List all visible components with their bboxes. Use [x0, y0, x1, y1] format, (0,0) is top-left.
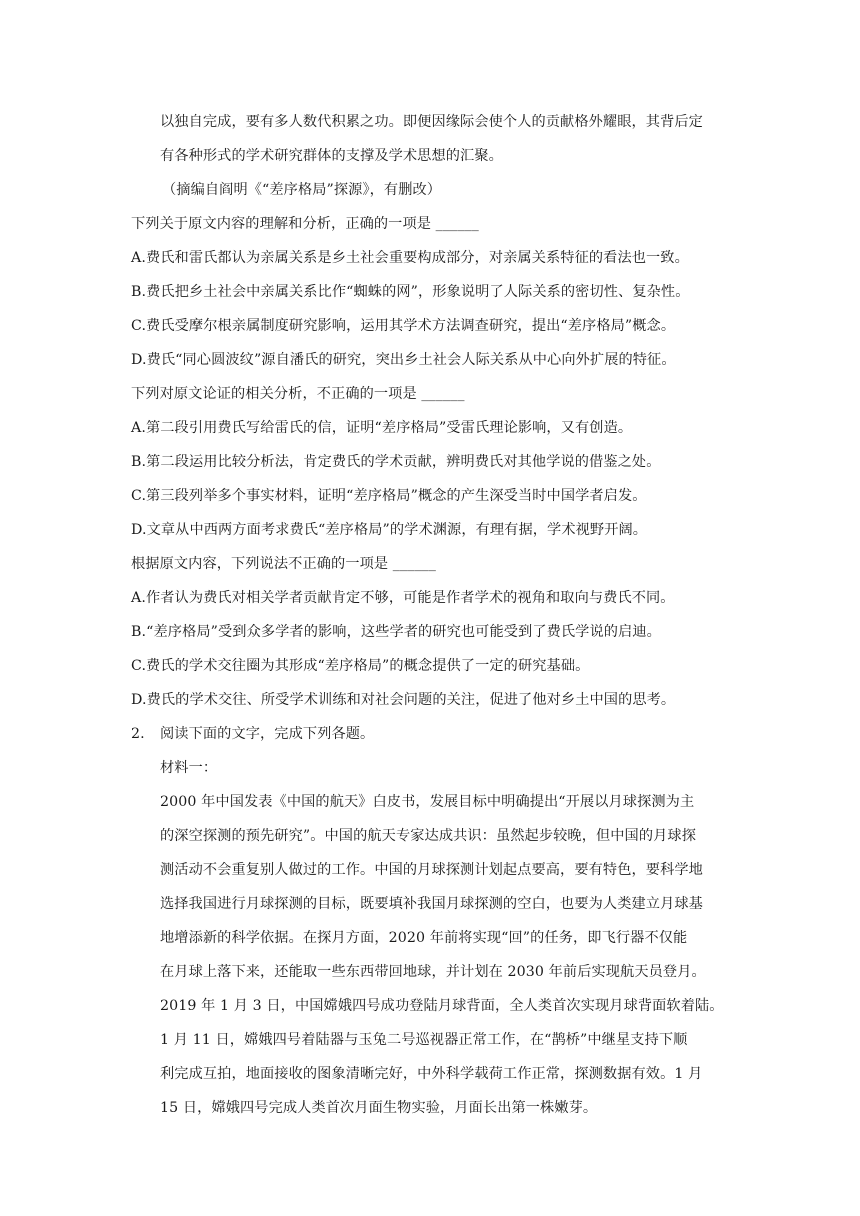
- passage-line: 以独自完成，要有多人数代积累之功。即便因缘际会使个人的贡献格外耀眼，其背后定: [160, 114, 703, 130]
- question-stem: 下列关于原文内容的理解和分析，正确的一项是 ______: [131, 216, 479, 232]
- material-line: 选择我国进行月球探测的目标，既要填补我国月球探测的空白，也要为人类建立月球基: [160, 896, 703, 912]
- material-line: 15 日，嫦娥四号完成人类首次月面生物实验，月面长出第一株嫩芽。: [160, 1100, 598, 1116]
- material-line: 测活动不会重复别人做过的工作。中国的月球探测计划起点要高，要有特色，要科学地: [160, 862, 703, 878]
- material-label: 材料一：: [160, 760, 218, 776]
- answer-option: C.第三段列举多个事实材料，证明“差序格局”概念的产生深受当时中国学者启发。: [131, 488, 647, 504]
- answer-option: C.费氏受摩尔根亲属制度研究影响，运用其学术方法调查研究，提出“差序格局”概念。: [131, 318, 676, 334]
- passage-line: 有各种形式的学术研究群体的支撑及学术思想的汇聚。: [160, 148, 503, 164]
- item-number: 2.: [131, 726, 145, 742]
- question-stem: 根据原文内容，下列说法不正确的一项是 ______: [131, 556, 436, 572]
- answer-option: A.第二段引用费氏写给雷氏的信，证明“差序格局”受雷氏理论影响，又有创造。: [131, 420, 633, 436]
- answer-option: B.费氏把乡土社会中亲属关系比作“蜘蛛的网”，形象说明了人际关系的密切性、复杂性。: [131, 284, 690, 300]
- material-line: 地增添新的科学依据。在探月方面，2020 年前将实现“回”的任务，即飞行器不仅能: [160, 930, 688, 946]
- material-line: 1 月 11 日，嫦娥四号着陆器与玉兔二号巡视器正常工作，在“鹊桥”中继星支持下顺: [160, 1032, 688, 1048]
- material-line: 在月球上落下来，还能取一些东西带回地球，并计划在 2030 年前后实现航天员登月。: [160, 964, 706, 980]
- answer-option: D.文章从中西两方面考求费氏“差序格局”的学术渊源，有理有据，学术视野开阔。: [131, 522, 648, 538]
- answer-option: D.费氏的学术交往、所受学术训练和对社会问题的关注，促进了他对乡土中国的思考。: [131, 692, 676, 708]
- question-stem: 下列对原文论证的相关分析，不正确的一项是 ______: [131, 386, 465, 402]
- material-line: 2019 年 1 月 3 日，中国嫦娥四号成功登陆月球背面，全人类首次实现月球背面软着陆。: [160, 998, 724, 1014]
- material-line: 的深空探测的预先研究”。中国的航天专家达成共识：虽然起步较晚，但中国的月球探: [160, 828, 696, 844]
- answer-option: A.费氏和雷氏都认为亲属关系是乡土社会重要构成部分，对亲属关系特征的看法也一致。: [131, 250, 689, 266]
- material-line: 2000 年中国发表《中国的航天》白皮书，发展目标中明确提出“开展以月球探测为主: [160, 794, 695, 810]
- answer-option: B.第二段运用比较分析法，肯定费氏的学术贡献，辨明费氏对其他学说的借鉴之处。: [131, 454, 661, 470]
- answer-option: A.作者认为费氏对相关学者贡献肯定不够，可能是作者学术的视角和取向与费氏不同。: [131, 590, 675, 606]
- answer-option: B.“差序格局”受到众多学者的影响，这些学者的研究也可能受到了费氏学说的启迪。: [131, 624, 661, 640]
- source-citation: （摘编自阎明《“差序格局”探源》，有删改）: [162, 182, 442, 198]
- material-line: 利完成互拍，地面接收的图象清晰完好，中外科学载荷工作正常，探测数据有效。1 月: [160, 1066, 703, 1082]
- item-instruction: 阅读下面的文字，完成下列各题。: [160, 726, 375, 742]
- answer-option: C.费氏的学术交往圈为其形成“差序格局”的概念提供了一定的研究基础。: [131, 658, 590, 674]
- answer-option: D.费氏“同心圆波纹”源自潘氏的研究，突出乡土社会人际关系从中心向外扩展的特征。: [131, 352, 676, 368]
